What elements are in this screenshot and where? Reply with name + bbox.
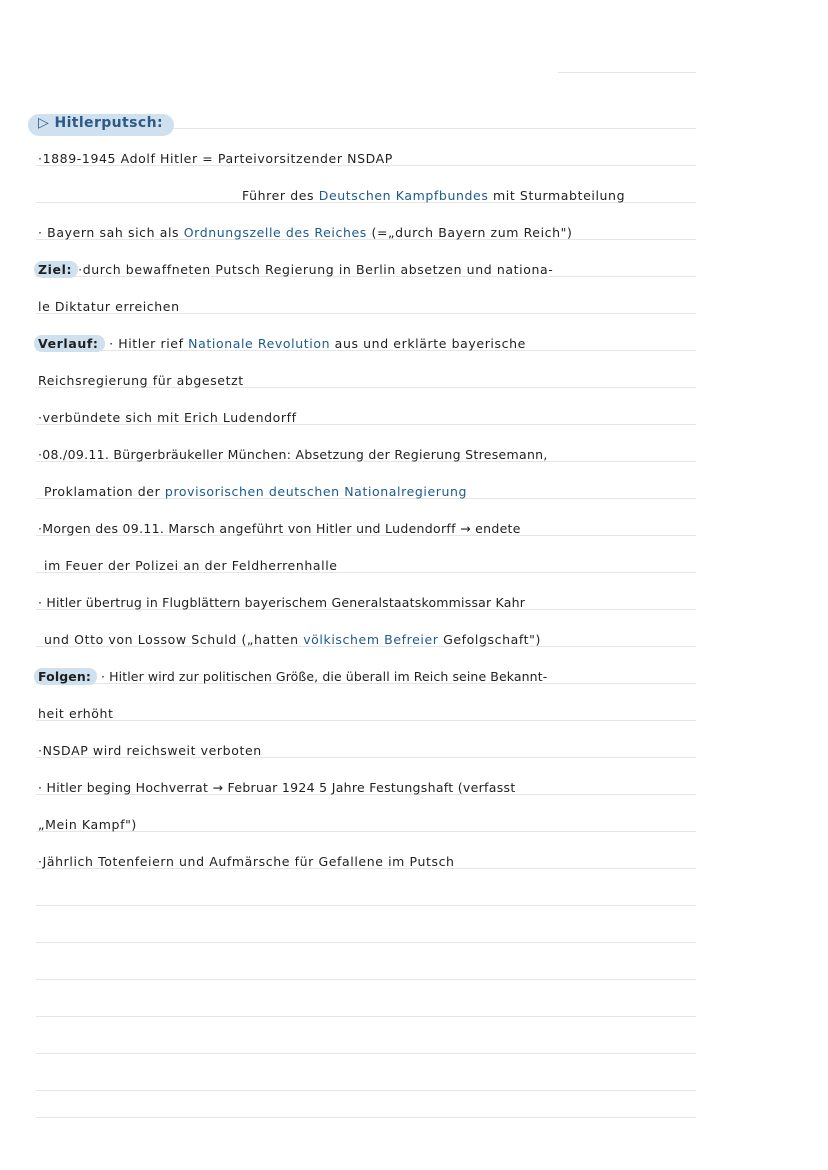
note-line: heit erhöht: [38, 706, 114, 721]
note-line: Reichsregierung für abgesetzt: [38, 373, 244, 388]
ruled-line: [36, 979, 696, 980]
note-line: ·Morgen des 09.11. Marsch angeführt von Hitler und Ludendorff → endete: [38, 521, 521, 536]
section-label-ziel: Ziel:: [34, 261, 78, 278]
note-line: und Otto von Lossow Schuld („hatten völkischem Befreier Gefolgschaft"): [44, 632, 541, 647]
note-line: ·verbündete sich mit Erich Ludendorff: [38, 410, 297, 425]
ruled-line: [36, 1117, 696, 1118]
ruled-line: [36, 905, 696, 906]
term-highlight: Ordnungszelle des Reiches: [183, 225, 367, 240]
note-line: „Mein Kampf"): [38, 817, 137, 832]
ruled-line: [36, 1053, 696, 1054]
note-line: ·1889-1945 Adolf Hitler = Parteivorsitzender NSDAP: [38, 151, 393, 166]
term-highlight: provisorischen deutschen Nationalregierung: [164, 484, 468, 499]
note-line: · Bayern sah sich als Ordnungszelle des Reiches (=„durch Bayern zum Reich"): [38, 225, 573, 240]
note-line: Proklamation der provisorischen deutschen Nationalregierung: [44, 484, 468, 499]
section-label-folgen: Folgen:: [34, 668, 97, 685]
ruled-line: [36, 1016, 696, 1017]
term-highlight: Deutschen Kampfbundes: [318, 188, 489, 203]
note-line: im Feuer der Polizei an der Feldherrenhalle: [44, 558, 338, 573]
note-line: Ziel: ·durch bewaffneten Putsch Regierung in Berlin absetzen und nationa-: [38, 261, 553, 279]
section-label-verlauf: Verlauf:: [34, 335, 105, 352]
note-line: · Hitler übertrug in Flugblättern bayerischem Generalstaatskommissar Kahr: [38, 595, 526, 610]
note-line: · Hitler beging Hochverrat → Februar 1924 5 Jahre Festungshaft (verfasst: [38, 780, 516, 795]
ruled-line: [36, 1090, 696, 1091]
term-highlight: völkischem Befreier: [303, 632, 439, 647]
note-line: ·08./09.11. Bürgerbräukeller München: Absetzung der Regierung Stresemann,: [38, 447, 548, 462]
term-highlight: Nationale Revolution: [188, 336, 331, 351]
note-line: ·NSDAP wird reichsweit verboten: [38, 743, 262, 758]
note-line: Führer des Deutschen Kampfbundes mit Sturmabteilung: [242, 188, 626, 203]
ruled-line: [36, 720, 696, 721]
triangle-bullet-icon: ▷: [38, 115, 50, 131]
title-text: Hitlerputsch:: [54, 115, 163, 131]
page-title: [38, 114, 163, 132]
ruled-line: [36, 942, 696, 943]
note-line: le Diktatur erreichen: [38, 299, 180, 314]
ruled-line: [558, 72, 696, 73]
note-line: Verlauf: · Hitler rief Nationale Revolution aus und erklärte bayerische: [38, 335, 526, 353]
note-line: ·Jährlich Totenfeiern und Aufmärsche für Gefallene im Putsch: [38, 854, 455, 869]
note-line: Folgen: · Hitler wird zur politischen Größe, die überall im Reich seine Bekannt-: [38, 668, 547, 686]
